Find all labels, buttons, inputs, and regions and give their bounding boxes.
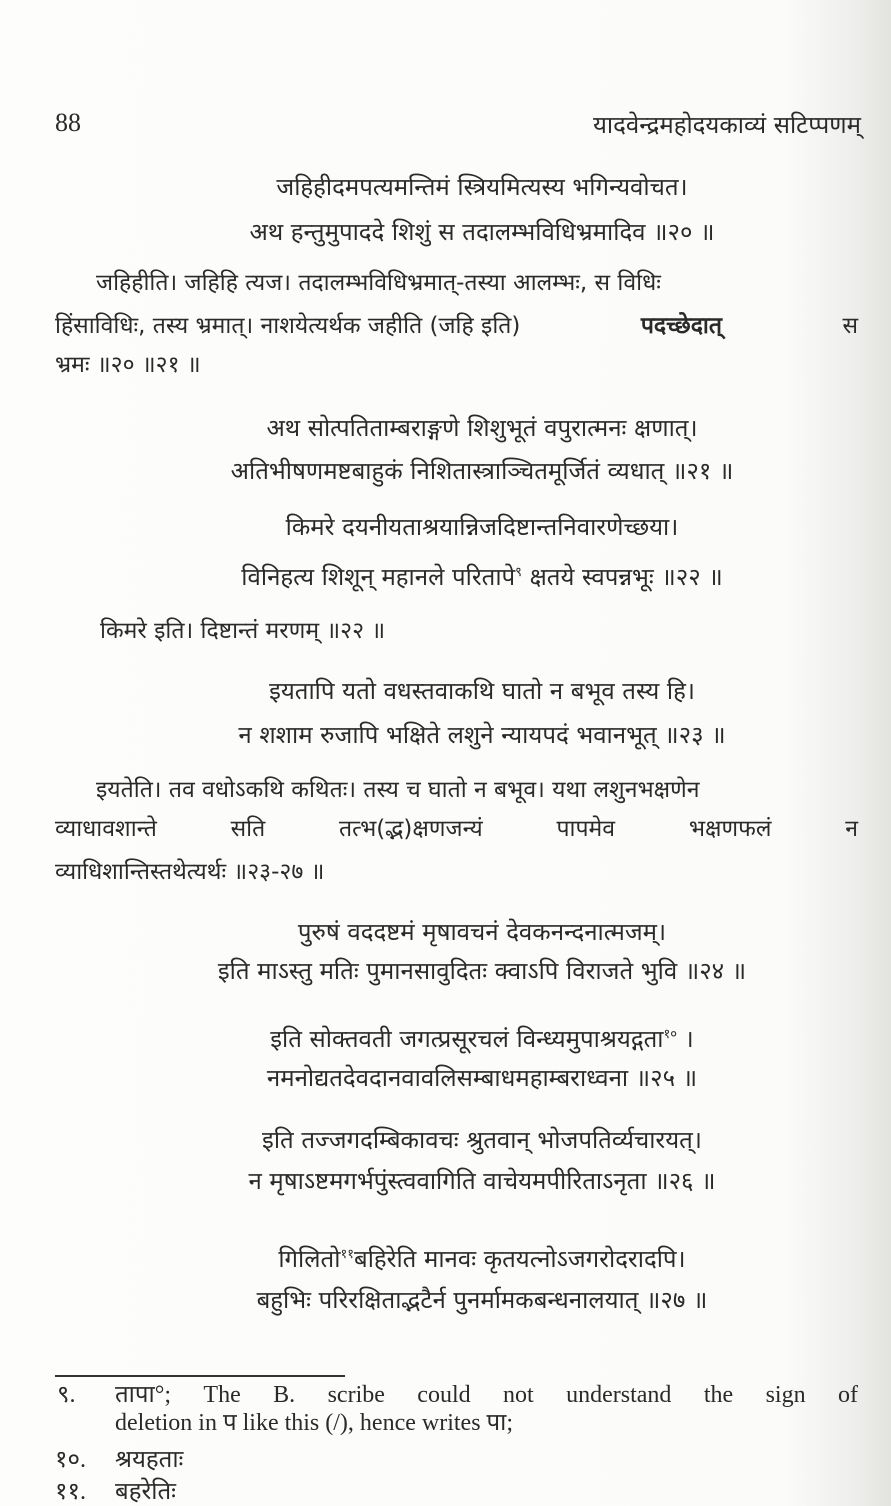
footnote-ref: ११ xyxy=(340,1247,354,1262)
footnote-line: तापा°; The B. scribe could not understand the sign of xyxy=(115,1382,858,1408)
commentary-23-line-1: इयतेति। तव वधोऽकथि कथितः। तस्य च घातो न बभूव। यथा लशुनभक्षणेन xyxy=(96,777,700,803)
footnote-9 xyxy=(55,1381,858,1437)
commentary-bold: पदच्छेदात् xyxy=(640,313,722,339)
verse-22-line-1: किमरे दयनीयताश्रयान्निजदिष्टान्तनिवारणेच्छया। xyxy=(285,513,679,541)
verse-text: । xyxy=(684,1025,694,1053)
footnote-number: ११. xyxy=(55,1479,86,1505)
word: तत्भ(द्भ)क्षणजन्यं xyxy=(338,816,483,842)
verse-23-line-1: इयतापि यतो वधस्तवाकथि घातो न बभूव तस्य हि। xyxy=(269,677,695,705)
verse-text: क्षतये स्वपन्नभूः ॥२२ ॥ xyxy=(529,563,723,591)
verse-21-line-1: अथ सोत्पतिताम्बराङ्गणे शिशुभूतं वपुरात्मनः क्षणात्। xyxy=(266,414,698,442)
footnote-number: ९. xyxy=(57,1382,76,1408)
running-title: यादवेन्द्रमहोदयकाव्यं सटिप्पणम् xyxy=(592,111,861,139)
footnote-10 xyxy=(55,1446,183,1474)
verse-text: विनिहत्य शिशून् महानले परितापे xyxy=(241,563,516,591)
verse-23-line-2: न शशाम रुजापि भक्षिते लशुने न्यायपदं भवानभूत् ॥२३ ॥ xyxy=(238,721,726,749)
verse-27-line-1 xyxy=(278,1240,685,1274)
word: व्याधावशान्ते xyxy=(55,816,157,842)
footnote-ref: ९ xyxy=(515,565,522,580)
verse-24-line-2: इति माऽस्तु मतिः पुमानसावुदितः क्वाऽपि विराजते भुवि ॥२४ ॥ xyxy=(217,957,747,985)
verse-text: गिलितो xyxy=(278,1245,341,1273)
verse-22-line-2 xyxy=(241,558,722,592)
verse-26-line-2: न मृषाऽष्टमगर्भपुंस्त्ववागिति वाचेयमपीरिताऽनृता ॥२६ ॥ xyxy=(248,1167,716,1195)
verse-text: इति सोक्तवती जगत्प्रसूरचलं विन्ध्यमुपाश्रयद्गता xyxy=(270,1025,664,1053)
commentary-text: हिंसाविधिः, तस्य भ्रमात्। नाशयेत्यर्थक जहीति (जहि इति) xyxy=(55,313,521,339)
verse-21-line-2: अतिभीषणमष्टबाहुकं निशितास्त्राञ्चितमूर्जितं व्यधात् ॥२१ ॥ xyxy=(230,457,734,485)
footnote-ref: १० xyxy=(663,1027,678,1042)
footnote-line: बहरेतिः xyxy=(115,1479,177,1505)
verse-20-line-1: जहिहीदमपत्यमन्तिमं स्त्रियमित्यस्य भगिन्यवोचत। xyxy=(276,173,688,201)
commentary-20-line-2 xyxy=(55,311,858,341)
page-number: 88 xyxy=(55,108,81,137)
word: न xyxy=(845,816,858,842)
footnote-11 xyxy=(55,1478,176,1506)
footnote-line: deletion in प like this (/), hence writes पा; xyxy=(115,1410,514,1436)
commentary-20-line-3: भ्रमः ॥२० ॥२१ ॥ xyxy=(55,352,201,378)
commentary-20-line-1: जहिहीति। जहिहि त्यज। तदालम्भविधिभ्रमात्-तस्या आलम्भः, स विधिः xyxy=(96,270,661,296)
verse-27-line-2: बहुभिः परिरक्षिताद्भटैर्न पुनर्मामकबन्धनालयात् ॥२७ ॥ xyxy=(256,1286,708,1314)
verse-text: बहिरेति मानवः कृतयत्नोऽजगरोदरादपि। xyxy=(353,1245,686,1273)
commentary-22: किमरे इति। दिष्टान्तं मरणम् ॥२२ ॥ xyxy=(100,618,386,644)
commentary-text: स xyxy=(842,313,858,339)
commentary-23-line-3: व्याधिशान्तिस्तथेत्यर्थः ॥२३-२७ ॥ xyxy=(55,859,325,885)
word: पापमेव xyxy=(556,816,616,842)
commentary-23-line-2 xyxy=(55,814,858,844)
word: सति xyxy=(230,816,266,842)
verse-26-line-1: इति तज्जगदम्बिकावचः श्रुतवान् भोजपतिर्व्यचारयत्। xyxy=(262,1126,702,1154)
verse-25-line-2: नमनोद्यतदेवदानवावलिसम्बाधमहाम्बराध्वना ॥२५ ॥ xyxy=(266,1064,698,1092)
footnote-number: १०. xyxy=(55,1447,86,1473)
verse-25-line-1 xyxy=(270,1020,694,1054)
verse-20-line-2: अथ हन्तुमुपाददे शिशुं स तदालम्भविधिभ्रमादिव ॥२० ॥ xyxy=(249,218,715,246)
word: भक्षणफलं xyxy=(688,816,772,842)
verse-24-line-1: पुरुषं वददष्टमं मृषावचनं देवकनन्दनात्मजम्। xyxy=(297,918,667,946)
footnote-line: श्रयहताः xyxy=(115,1447,184,1473)
footnote-rule xyxy=(55,1375,345,1377)
